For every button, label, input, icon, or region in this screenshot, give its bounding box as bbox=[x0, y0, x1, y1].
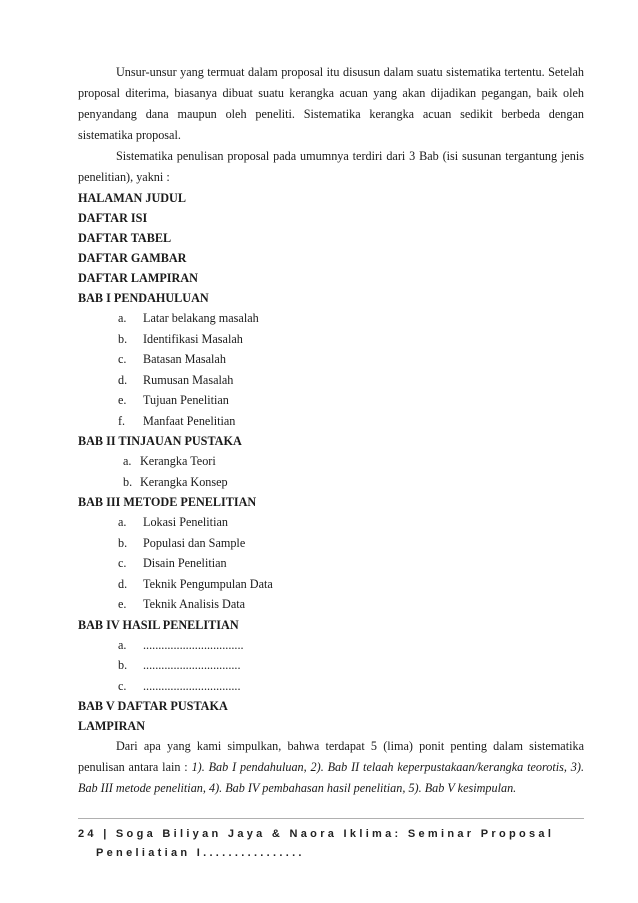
list-item bbox=[78, 349, 584, 370]
list-marker: c. bbox=[118, 556, 127, 570]
list-marker: d. bbox=[118, 576, 128, 591]
list-item bbox=[78, 635, 584, 656]
document-page bbox=[78, 62, 584, 799]
list-item bbox=[78, 370, 584, 391]
list-item-text: Teknik Analisis Data bbox=[143, 597, 246, 611]
list-item-text: Tujuan Penelitian bbox=[143, 393, 229, 407]
list-item-text: ................................ bbox=[143, 678, 241, 693]
list-marker: e. bbox=[118, 393, 127, 407]
heading-daftar-lampiran: DAFTAR LAMPIRAN bbox=[78, 271, 198, 285]
list-item bbox=[78, 512, 584, 533]
list-marker: c. bbox=[118, 352, 127, 366]
conclusion-paragraph bbox=[78, 736, 584, 799]
bab-4-list bbox=[78, 635, 584, 697]
list-marker: a. bbox=[118, 311, 127, 325]
list-item-text: ................................. bbox=[143, 637, 244, 652]
heading-daftar-gambar: DAFTAR GAMBAR bbox=[78, 251, 187, 265]
intro-paragraph-1 bbox=[78, 62, 584, 146]
intro-paragraph-2 bbox=[78, 146, 584, 188]
list-item bbox=[78, 533, 584, 554]
heading-bab-5: BAB V DAFTAR PUSTAKA bbox=[78, 699, 228, 713]
bab-3-list bbox=[78, 512, 584, 615]
list-marker: b. bbox=[118, 535, 128, 550]
list-marker: e. bbox=[118, 597, 127, 611]
footer-line-1: 24 | Soga Biliyan Jaya & Naora Iklima: Seminar Proposal bbox=[78, 828, 555, 840]
list-item-text: Teknik Pengumpulan Data bbox=[143, 576, 273, 591]
intro-paragraph-2-text: Sistematika penulisan proposal pada umumnya terdiri dari 3 Bab (isi susunan tergantung jenis penelitian), yakni : bbox=[78, 149, 584, 184]
list-item-text: Kerangka Teori bbox=[140, 454, 216, 468]
footer-line-2: Peneliatian I................ bbox=[96, 847, 305, 859]
conclusion-lead-text: Dari apa yang kami simpulkan, bahwa terdapat 5 (lima) ponit penting dalam sistematika penulisan antara lain : bbox=[78, 739, 584, 774]
bab-1-list bbox=[78, 308, 584, 431]
list-item bbox=[78, 472, 584, 493]
list-item-text: Batasan Masalah bbox=[143, 352, 226, 366]
list-marker: b. bbox=[118, 658, 128, 672]
intro-paragraph-1-text: Unsur-unsur yang termuat dalam proposal itu disusun dalam suatu sistematika tertentu. Setelah proposal diterima, biasanya dibuat suatu kerangka acuan yang akan dijadikan pegangan, baik oleh penyandang dana maupun oleh peneliti. Sistematika kerangka acuan sedikit berbeda dengan sistematika proposal. bbox=[78, 65, 584, 142]
list-marker: b. bbox=[123, 474, 133, 489]
heading-lampiran: LAMPIRAN bbox=[78, 719, 146, 733]
list-item bbox=[78, 655, 584, 676]
list-item bbox=[78, 553, 584, 574]
list-marker: a. bbox=[123, 454, 132, 468]
heading-daftar-isi: DAFTAR ISI bbox=[78, 211, 148, 225]
list-marker: a. bbox=[118, 637, 127, 652]
bab-2-list bbox=[78, 451, 584, 492]
heading-bab-1: BAB I PENDAHULUAN bbox=[78, 291, 209, 305]
list-item bbox=[78, 390, 584, 411]
list-item-text: Populasi dan Sample bbox=[143, 535, 246, 550]
list-marker: d. bbox=[118, 372, 128, 387]
list-item-text: Manfaat Penelitian bbox=[143, 413, 236, 428]
list-item bbox=[78, 676, 584, 697]
list-item bbox=[78, 308, 584, 329]
list-marker: b. bbox=[118, 331, 128, 346]
list-item-text: Latar belakang masalah bbox=[143, 311, 259, 325]
heading-bab-3: BAB III METODE PENELITIAN bbox=[78, 495, 257, 509]
list-item bbox=[78, 574, 584, 595]
list-item-text: Rumusan Masalah bbox=[143, 372, 234, 387]
list-marker: f. bbox=[118, 413, 126, 428]
page-footer bbox=[78, 818, 584, 863]
list-item bbox=[78, 329, 584, 350]
list-marker: a. bbox=[118, 515, 127, 529]
heading-halaman-judul: HALAMAN JUDUL bbox=[78, 191, 186, 205]
list-marker: c. bbox=[118, 678, 127, 693]
heading-bab-4: BAB IV HASIL PENELITIAN bbox=[78, 617, 239, 632]
list-item-text: Identifikasi Masalah bbox=[143, 331, 243, 346]
list-item-text: Kerangka Konsep bbox=[140, 474, 228, 489]
conclusion-italic-text: 1). Bab I pendahuluan, 2). Bab II telaah keperpustakaan/kerangka teorotis, 3). Bab III metode penelitian, 4). Bab IV pembahasan hasil penelitian, 5). Bab V kesimpulan. bbox=[78, 760, 585, 795]
list-item bbox=[78, 451, 584, 472]
heading-daftar-tabel: DAFTAR TABEL bbox=[78, 231, 172, 245]
list-item-text: Lokasi Penelitian bbox=[143, 515, 228, 529]
list-item-text: Disain Penelitian bbox=[143, 556, 227, 570]
heading-bab-2: BAB II TINJAUAN PUSTAKA bbox=[78, 434, 242, 448]
list-item bbox=[78, 411, 584, 432]
list-item-text: ................................ bbox=[143, 658, 241, 672]
list-item bbox=[78, 594, 584, 615]
